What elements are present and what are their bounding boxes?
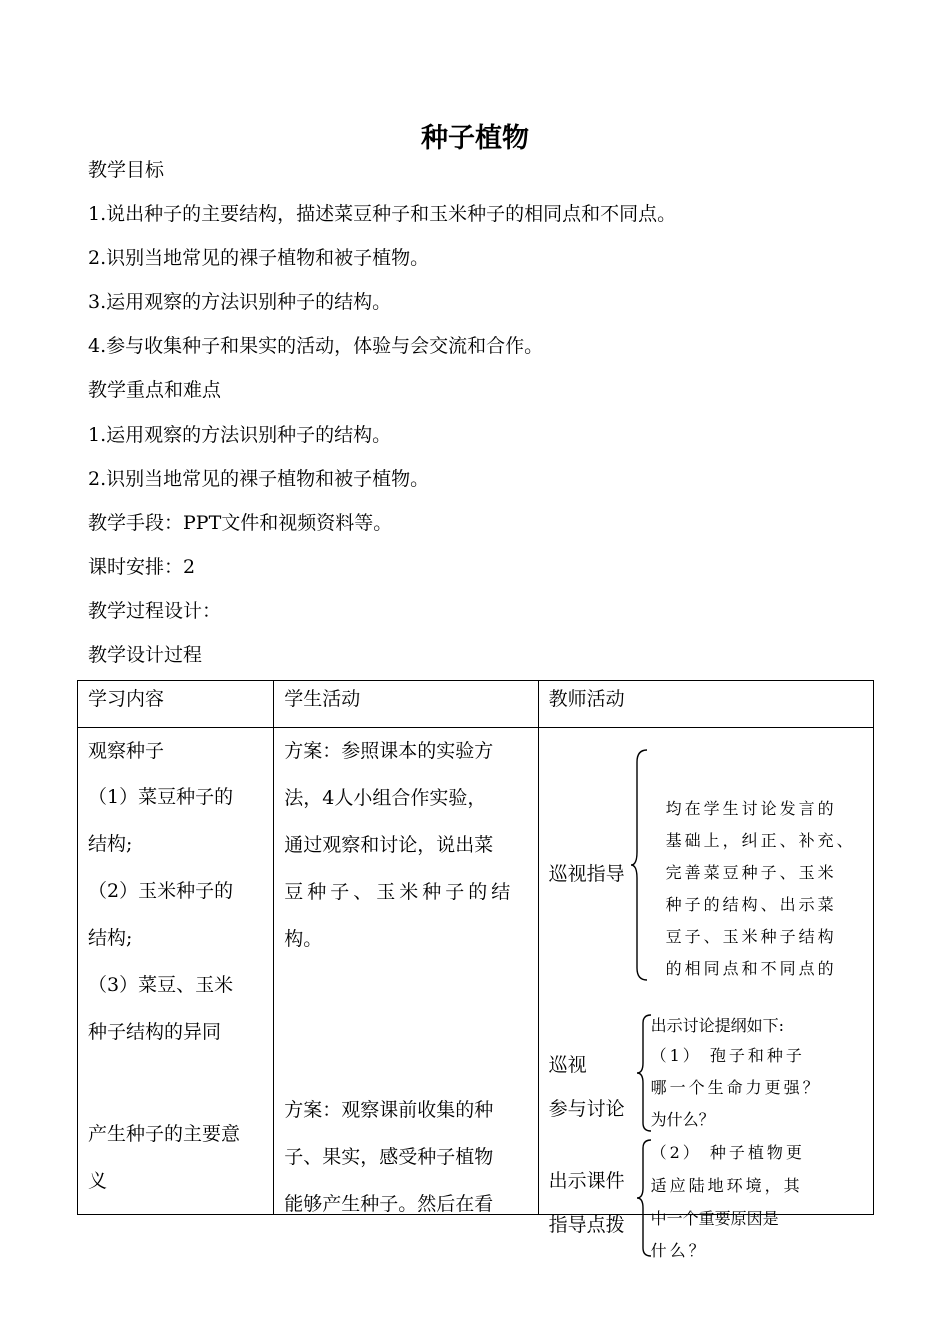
- teacher-note-line: 哪一个生命力更强？: [650, 1078, 822, 1097]
- lesson-table: [77, 680, 874, 1260]
- teacher-note-line: 种子的结构、出示菜: [665, 895, 837, 914]
- teacher-label-patrol: 巡视: [548, 1054, 587, 1076]
- key-point-1: 1.运用观察的方法识别种子的结构。: [88, 424, 392, 446]
- teacher-note-line: 均在学生讨论发言的: [665, 799, 837, 818]
- student-line: 法，4人小组合作实验，: [284, 787, 487, 809]
- teacher-note-line: 中一个重要原因是: [650, 1209, 779, 1228]
- design-process-heading: 教学设计过程: [88, 644, 203, 666]
- table-header-row: [78, 681, 874, 728]
- content-line: （3）菜豆、玉米: [88, 974, 234, 996]
- teacher-label-guide: 指导点拨: [548, 1214, 625, 1236]
- teacher-note-line: 出示讨论提纲如下:: [650, 1016, 784, 1035]
- class-schedule: 课时安排：2: [88, 556, 196, 578]
- student-line: 子、果实，感受种子植物: [284, 1146, 494, 1168]
- objective-1: 1.说出种子的主要结构，描述菜豆种子和玉米种子的相同点和不同点。: [88, 203, 677, 225]
- section-heading-objectives: 教学目标: [88, 159, 165, 181]
- teacher-note-line: 基础上，纠正、补充、: [665, 831, 856, 850]
- teacher-label-patrol-guide: 巡视指导: [548, 863, 625, 885]
- document-title: 种子植物: [421, 123, 529, 154]
- key-point-2: 2.识别当地常见的裸子植物和被子植物。: [88, 468, 430, 490]
- content-line: （2）玉米种子的: [88, 880, 234, 902]
- teacher-note-line: （2） 种子植物更: [650, 1143, 805, 1162]
- teacher-note-line: 适应陆地环境，其: [650, 1176, 803, 1195]
- table-row: [78, 728, 874, 1215]
- left-brace-icon: [633, 748, 651, 982]
- objective-4: 4.参与收集种子和果实的活动，体验与会交流和合作。: [88, 335, 544, 357]
- content-line: 结构;: [88, 927, 133, 949]
- teacher-note-line: 什么？: [650, 1241, 708, 1260]
- teacher-label-discuss: 参与讨论: [548, 1098, 625, 1120]
- student-line: 方案：观察课前收集的种: [284, 1099, 494, 1121]
- teacher-note-line: 的相同点和不同点的: [665, 959, 837, 978]
- teaching-means: 教学手段：PPT文件和视频资料等。: [88, 512, 393, 534]
- objective-2: 2.识别当地常见的裸子植物和被子植物。: [88, 247, 430, 269]
- student-activity-cell: [274, 728, 538, 1215]
- student-line: 方案：参照课本的实验方: [284, 740, 494, 762]
- student-line: 通过观察和讨论，说出菜: [284, 834, 494, 856]
- student-line: 豆种子、玉米种子的结: [284, 881, 515, 903]
- section-heading-key-points: 教学重点和难点: [88, 379, 222, 401]
- content-line: 结构;: [88, 833, 133, 855]
- teacher-note-line: 完善菜豆种子、玉米: [665, 863, 837, 882]
- content-line: （1）菜豆种子的: [88, 786, 234, 808]
- teacher-note-line: （1） 孢子和种子: [650, 1046, 805, 1065]
- student-line: 构。: [284, 928, 323, 950]
- content-cell: [78, 728, 274, 1215]
- objective-3: 3.运用观察的方法识别种子的结构。: [88, 291, 392, 313]
- header-content: 学习内容: [88, 688, 165, 710]
- student-line: 能够产生种子。然后在看: [284, 1193, 494, 1215]
- header-student-activity: 学生活动: [284, 688, 361, 710]
- content-line: 种子结构的异同: [88, 1021, 222, 1043]
- content-line: 义: [88, 1170, 108, 1192]
- content-line: 观察种子: [88, 740, 165, 762]
- teacher-note-line: 为什么？: [650, 1110, 715, 1129]
- teacher-note-line: 豆子、玉米种子结构: [665, 927, 837, 946]
- teacher-activity-cell: [538, 728, 873, 1260]
- content-line: 产生种子的主要意: [88, 1123, 241, 1145]
- teacher-label-show-courseware: 出示课件: [548, 1170, 625, 1192]
- header-teacher-activity: 教师活动: [548, 688, 625, 710]
- process-design-heading: 教学过程设计：: [88, 600, 222, 622]
